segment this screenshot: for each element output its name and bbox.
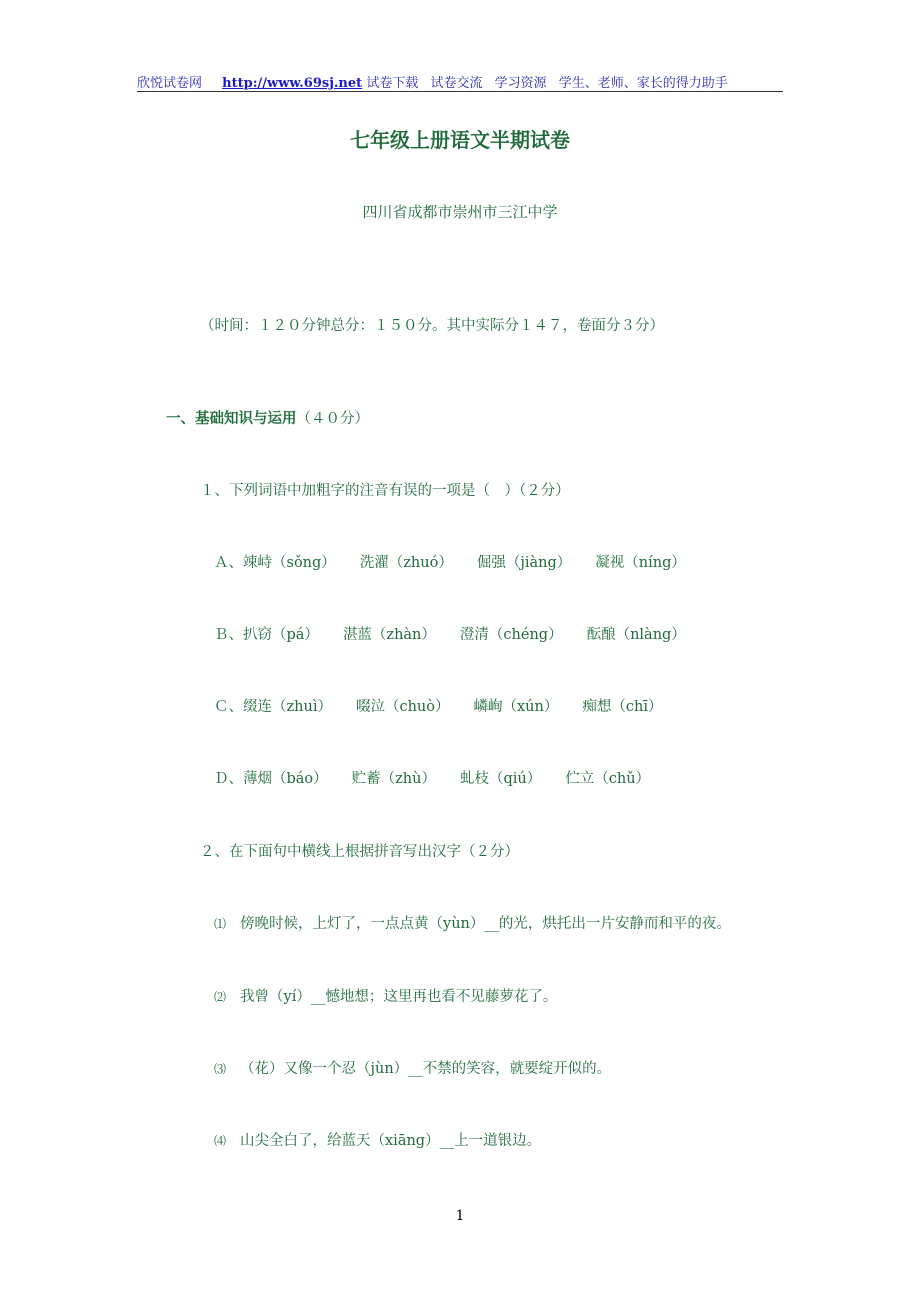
option-word: 薄烟（báo） (243, 771, 328, 787)
option-word: 扒窃（pá） (243, 627, 319, 643)
option-word: 洗濯（zhuó） (359, 555, 453, 571)
site-name: 欣悦试卷网 (137, 76, 203, 91)
section-1-score: （４０分） (296, 411, 369, 427)
header-link-exchange[interactable]: 试卷交流 (430, 76, 483, 91)
header-link-resources[interactable]: 学习资源 (494, 76, 547, 91)
exam-info: （时间：１２０分钟总分：１５０分。其中实际分１４７，卷面分３分） (200, 318, 664, 334)
school-name: 四川省成都市崇州市三江中学 (362, 203, 558, 221)
option-word: 湛蓝（zhàn） (342, 627, 436, 643)
option-word: 凝视（níng） (595, 555, 686, 571)
page-number: 1 (455, 1208, 465, 1224)
option-word: 倔强（jiàng） (476, 555, 572, 571)
question-2-item (214, 912, 731, 933)
site-url-link[interactable]: http://www.69sj.net (222, 76, 363, 91)
option-word: 嶙峋（xún） (473, 699, 559, 715)
question-1-stem: １、下列词语中加粗字的注音有误的一项是（ ）（２分） (200, 483, 570, 499)
section-1-heading (166, 407, 369, 428)
option-word: 虬枝（qiú） (459, 771, 542, 787)
option-word: 贮蓄（zhù） (351, 771, 436, 787)
header-slogan: 学生、老师、家长的得力助手 (558, 76, 728, 91)
option-d (214, 767, 674, 788)
option-c (214, 695, 686, 716)
item-number: ⑴ (214, 917, 227, 931)
item-text: （花）又像一个忍（jùn）__不禁的笑容，就要绽开似的。 (240, 1061, 612, 1077)
option-b (214, 623, 710, 644)
item-text: 我曾（yí）__憾地想；这里再也看不见藤萝花了。 (240, 989, 558, 1005)
option-word: 缀连（zhuì） (243, 699, 332, 715)
option-word: 痴想（chī） (582, 699, 663, 715)
option-label: Ｂ、 (214, 627, 243, 643)
option-word: 竦峙（sǒng） (243, 555, 336, 571)
item-text: 傍晚时候，上灯了，一点点黄（yùn）__的光，烘托出一片安静而和平的夜。 (240, 916, 731, 932)
option-word: 啜泣（chuò） (355, 699, 450, 715)
option-a (214, 551, 710, 572)
item-text: 山尖全白了，给蓝天（xiāng）__上一道银边。 (240, 1133, 542, 1149)
option-word: 澄清（chéng） (459, 627, 563, 643)
question-2-item (214, 985, 557, 1006)
header-divider (137, 91, 783, 92)
page-title: 七年级上册语文半期试卷 (350, 128, 570, 152)
item-number: ⑶ (214, 1062, 227, 1076)
item-number: ⑷ (214, 1134, 227, 1148)
option-label: Ｄ、 (214, 771, 243, 787)
item-number: ⑵ (214, 990, 227, 1004)
option-label: Ａ、 (214, 555, 243, 571)
question-2-stem: ２、在下面句中横线上根据拼音写出汉字（２分） (200, 844, 519, 860)
section-1-title: 一、基础知识与运用 (166, 410, 297, 427)
option-label: Ｃ、 (214, 699, 243, 715)
option-word: 伫立（chǔ） (565, 771, 651, 787)
page-header (137, 72, 783, 91)
option-word: 酝酿（nlàng） (586, 627, 686, 643)
question-2-item (214, 1057, 611, 1078)
question-2-item (214, 1129, 541, 1150)
header-link-download[interactable]: 试卷下载 (366, 76, 419, 91)
